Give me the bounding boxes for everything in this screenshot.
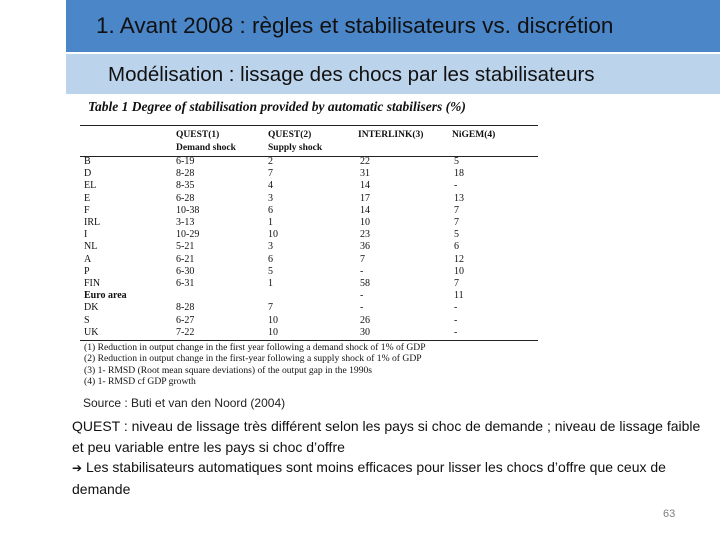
- table-cell: 1: [268, 278, 273, 289]
- table-cell: -: [454, 326, 458, 338]
- table-cell: 7: [454, 217, 459, 228]
- col-header-nigem: NiGEM(4): [452, 130, 496, 140]
- table-note: (2) Reduction in output change in the first-year following a supply shock of 1% of GDP: [84, 353, 422, 365]
- table-cell: 8-28: [176, 302, 195, 314]
- table-row-country: EL: [84, 180, 97, 192]
- table-cell: -: [454, 180, 458, 192]
- table-cell: 10: [268, 314, 278, 326]
- body-paragraph-2: [72, 457, 704, 499]
- table-cell: 23: [360, 229, 370, 241]
- table-cell: 1: [268, 217, 273, 228]
- table-row-country: E: [84, 192, 91, 204]
- table-cell: 10: [454, 265, 464, 277]
- table-note: (3) 1- RMSD (Root mean square deviations) of the output gap in the 1990s: [84, 364, 373, 376]
- table-cell: 6-27: [176, 314, 195, 326]
- table-row-country: B: [84, 156, 91, 167]
- table-row-country: NL: [84, 241, 98, 253]
- table-row-country: S: [84, 314, 90, 326]
- table-cell: 3: [268, 192, 273, 204]
- table-cell: 30: [360, 326, 370, 338]
- table-cell: 7: [454, 278, 459, 289]
- table-cell: 5-21: [176, 241, 195, 253]
- subheader-supply-shock: Supply shock: [268, 143, 323, 153]
- table-cell: 8-28: [176, 168, 195, 180]
- table-cell: 6-19: [176, 156, 195, 167]
- body-text: [72, 416, 704, 499]
- table-cell: 3: [268, 241, 273, 253]
- table-header-rule: [80, 156, 538, 157]
- table-row-country: A: [84, 253, 92, 265]
- table-cell: 6: [268, 253, 273, 265]
- table-cell: -: [454, 302, 458, 314]
- table-cell: 17: [360, 192, 370, 204]
- subtitle-bar: [66, 54, 720, 94]
- table-cell: 22: [360, 156, 370, 167]
- table-cell: 18: [454, 168, 464, 180]
- arrow-right-icon: ➔: [72, 461, 83, 475]
- table-cell: 10: [360, 217, 370, 228]
- table-cell: 6-21: [176, 253, 195, 265]
- table-bottom-rule: [80, 340, 538, 341]
- table-cell: 10: [268, 229, 278, 241]
- table-cell: 4: [268, 180, 273, 192]
- table-cell: 8-35: [176, 180, 195, 192]
- table-row-country: I: [84, 229, 88, 241]
- slide-title: 1. Avant 2008 : règles et stabilisateurs vs. discrétion: [96, 13, 614, 38]
- col-header-interlink: INTERLINK(3): [358, 130, 424, 140]
- table-row-country: FIN: [84, 278, 101, 289]
- table-row-country: DK: [84, 302, 99, 314]
- table-row-country: F: [84, 204, 90, 216]
- table-cell: 36: [360, 241, 370, 253]
- table-cell: 10-29: [176, 229, 200, 241]
- table-cell: 6: [454, 241, 459, 253]
- table-cell: 12: [454, 253, 464, 265]
- table-cell: -: [454, 314, 458, 326]
- table-cell: 3-13: [176, 217, 195, 228]
- table-cell: 11: [454, 290, 464, 302]
- table-caption: Table 1 Degree of stabilisation provided by automatic stabilisers (%): [88, 99, 466, 114]
- table-cell: 5: [268, 265, 273, 277]
- slide-subtitle: Modélisation : lissage des chocs par les stabilisateurs: [108, 63, 595, 86]
- table-note: (4) 1- RMSD cf GDP growth: [84, 375, 196, 387]
- stabilisation-table-image: [66, 94, 550, 390]
- table-row-country: P: [84, 265, 90, 277]
- table-cell: 14: [360, 204, 370, 216]
- table-row-country: D: [84, 168, 92, 180]
- table-cell: 13: [454, 192, 464, 204]
- table-cell: 7: [268, 302, 273, 314]
- subheader-demand-shock: Demand shock: [176, 143, 236, 153]
- table-cell: 7-22: [176, 326, 195, 338]
- page-number: 63: [663, 508, 676, 520]
- col-header-quest1: QUEST(1): [176, 130, 220, 140]
- table-row-country: IRL: [84, 217, 101, 228]
- table-cell: 31: [360, 168, 370, 180]
- table-cell: 5: [454, 156, 459, 167]
- table-cell: 10-38: [176, 204, 200, 216]
- table-row-country: UK: [84, 326, 99, 338]
- table-cell: 5: [454, 229, 459, 241]
- table-cell: -: [360, 302, 364, 314]
- table-cell: 58: [360, 278, 370, 289]
- source-citation: Source : Buti et van den Noord (2004): [83, 396, 286, 410]
- table-top-rule: [80, 125, 538, 126]
- conclusion-text: Les stabilisateurs automatiques sont moins efficaces pour lisser les chocs d’offre que ceux de demande: [72, 459, 666, 497]
- table-cell: 26: [360, 314, 370, 326]
- table-cell: 7: [268, 168, 273, 180]
- table-cell: 6: [268, 204, 273, 216]
- table-cell: 7: [360, 253, 365, 265]
- table-row-country: Euro area: [84, 290, 127, 302]
- body-paragraph-1: QUEST : niveau de lissage très différent selon les pays si choc de demande ; niveau de lissage faible et peu variable entre les pays si choc d’offre: [72, 418, 701, 455]
- table-note: (1) Reduction in output change in the first year following a demand shock of 1% of GDP: [84, 342, 426, 353]
- table-cell: 6-28: [176, 192, 195, 204]
- left-margin-strip: [0, 0, 66, 540]
- title-bar: [66, 0, 720, 52]
- table-cell: 6-30: [176, 265, 195, 277]
- col-header-quest2: QUEST(2): [268, 130, 312, 140]
- table-cell: 7: [454, 204, 459, 216]
- table-cell: 14: [360, 180, 370, 192]
- table-cell: 10: [268, 326, 278, 338]
- table-cell: -: [360, 265, 364, 277]
- table-cell: -: [360, 290, 364, 302]
- table-cell: 6-31: [176, 278, 195, 289]
- table-cell: 2: [268, 156, 273, 167]
